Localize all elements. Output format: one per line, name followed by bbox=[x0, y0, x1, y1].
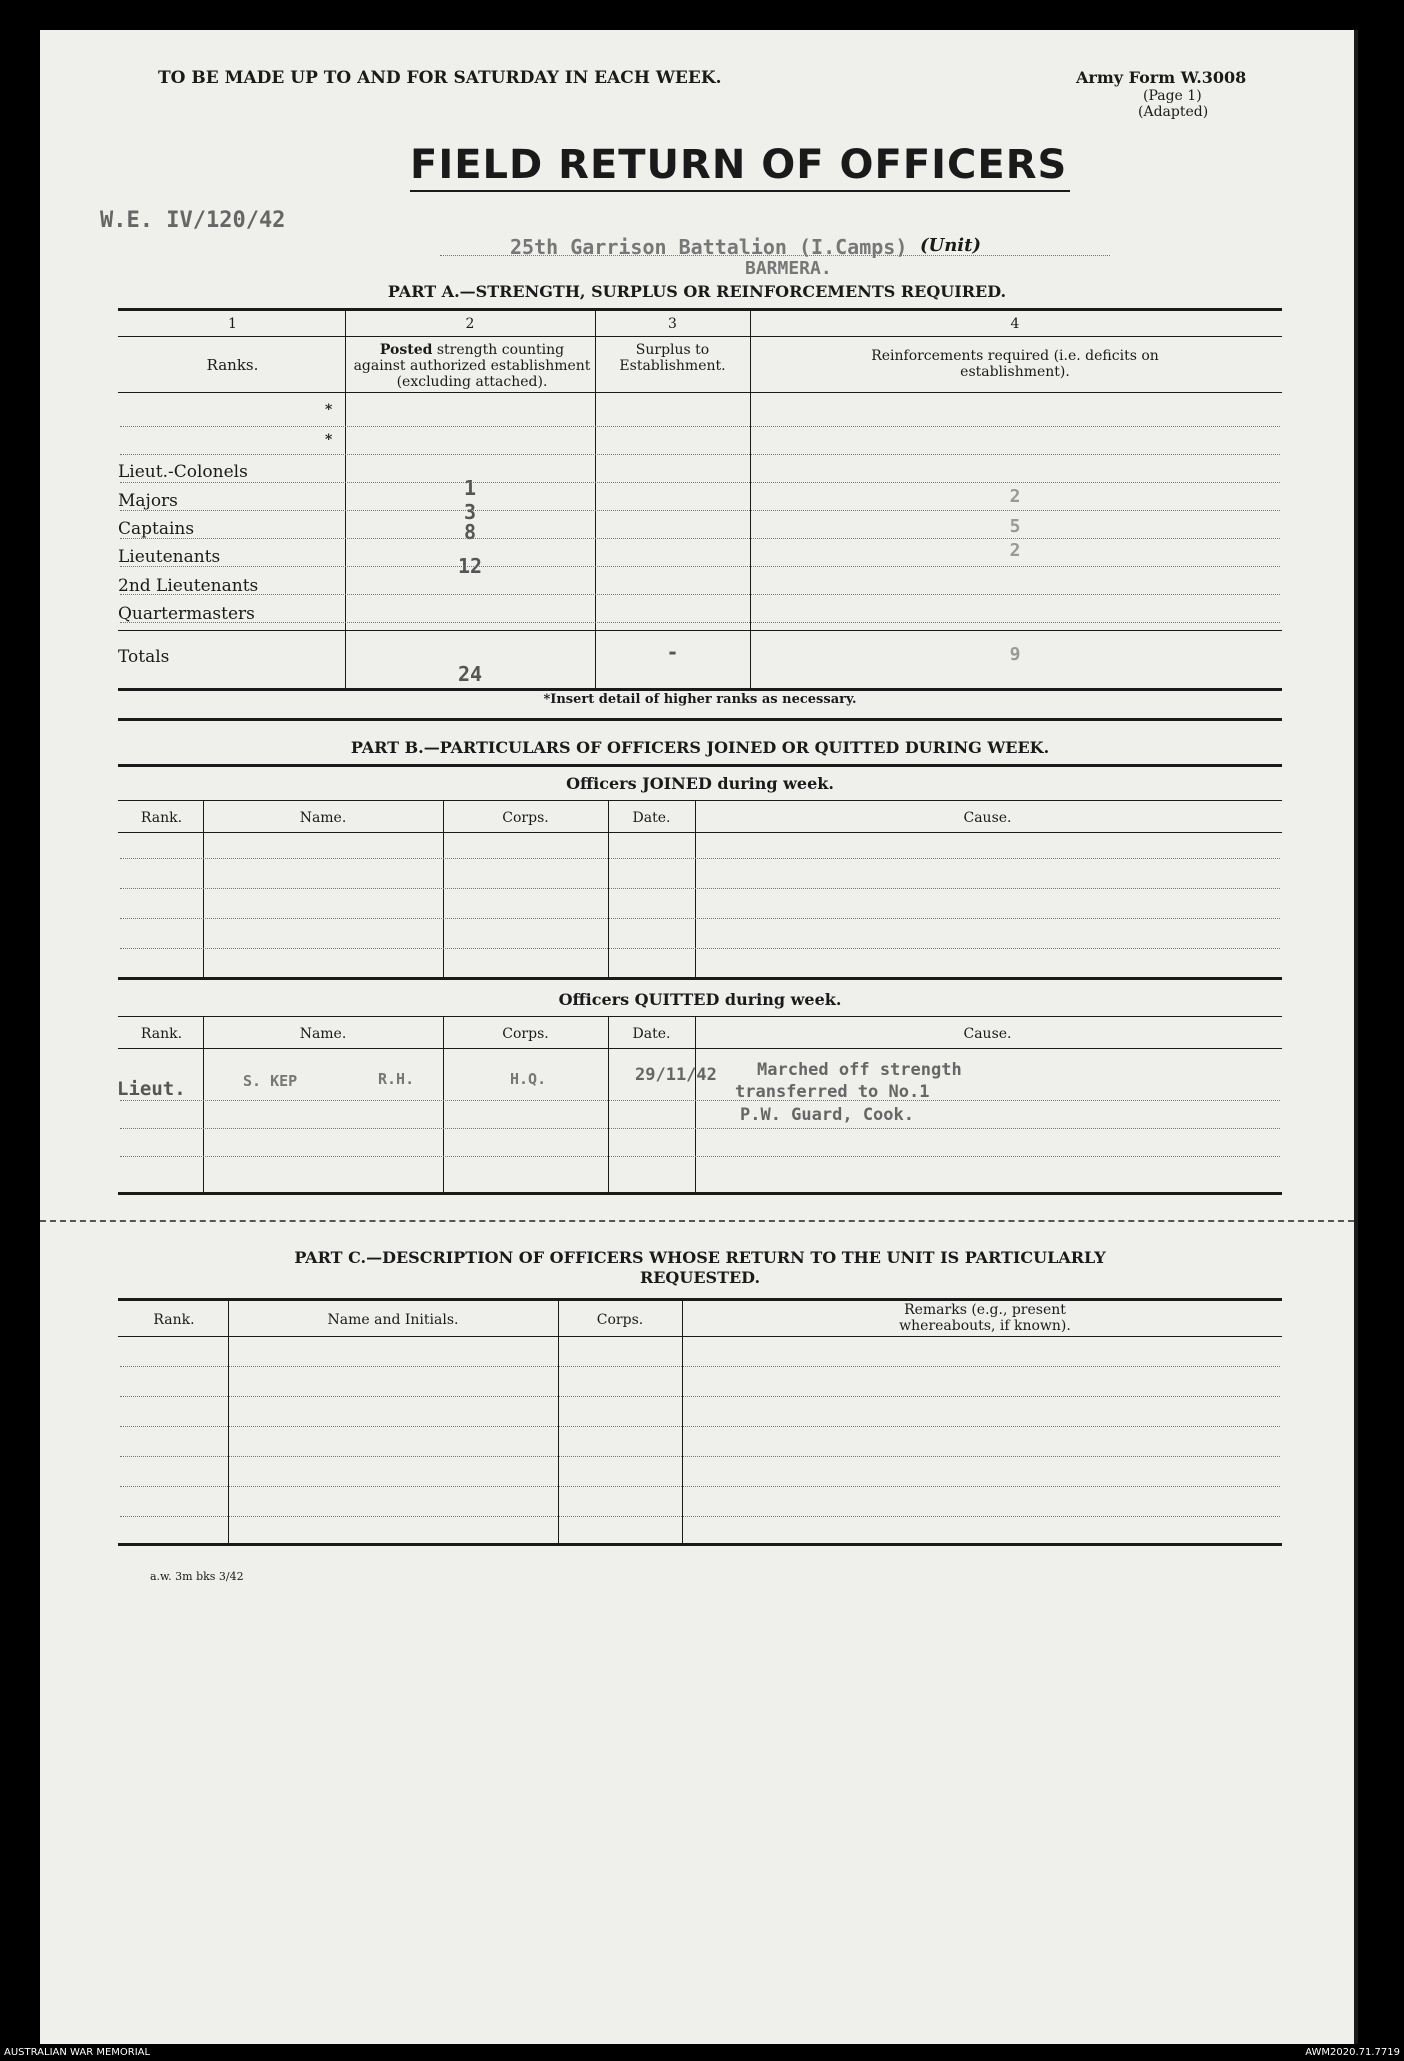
totals-label: Totals bbox=[118, 647, 170, 667]
rank-row-label: Lieut.-Colonels bbox=[118, 462, 248, 482]
form-number: Army Form W.3008 bbox=[1076, 68, 1247, 87]
joined-title-rule bbox=[118, 800, 1282, 801]
totals-posted: 24 bbox=[457, 662, 483, 686]
rank-row-label: Majors bbox=[118, 491, 178, 511]
part-a-header-rule bbox=[118, 392, 1282, 393]
archive-footer bbox=[0, 2044, 1404, 2061]
blank-row-line bbox=[120, 426, 1280, 427]
quitted-corps: H.Q. bbox=[510, 1070, 547, 1088]
posted-header-rest: strength counting against authorized establishment (excluding attached). bbox=[353, 342, 591, 390]
quitted-col-date: Date. bbox=[632, 1026, 671, 1042]
reinf-value: 2 bbox=[1009, 540, 1021, 561]
quitted-title-rule bbox=[118, 1016, 1282, 1017]
quitted-col-cause: Cause. bbox=[963, 1026, 1012, 1042]
part-c-div-1 bbox=[228, 1301, 229, 1543]
joined-div-4 bbox=[695, 801, 696, 977]
row-line bbox=[120, 622, 1280, 623]
totals-reinf: 9 bbox=[1009, 644, 1021, 665]
page-title: FIELD RETURN OF OFFICERS bbox=[410, 142, 1068, 188]
part-c-heading-line-1: PART C.—DESCRIPTION OF OFFICERS WHOSE RETURN TO THE UNIT IS PARTICULARLY bbox=[294, 1248, 1106, 1267]
quitted-div-1 bbox=[203, 1017, 204, 1193]
part-a-top-rule bbox=[118, 308, 1282, 311]
we-reference: W.E. IV/120/42 bbox=[100, 208, 286, 233]
part-b-heading: PART B.—PARTICULARS OF OFFICERS JOINED OR QUITTED DURING WEEK. bbox=[350, 738, 1050, 757]
joined-col-cause: Cause. bbox=[963, 810, 1012, 826]
form-page bbox=[40, 30, 1358, 2044]
rank-row-label: Lieutenants bbox=[118, 547, 221, 567]
joined-div-2 bbox=[443, 801, 444, 977]
unit-location: BARMERA. bbox=[745, 258, 832, 279]
asterisk-1: * bbox=[325, 402, 333, 418]
part-a-end-rule bbox=[118, 718, 1282, 721]
part-c-header-rule bbox=[118, 1336, 1282, 1337]
quitted-cause-2: transferred to No.1 bbox=[735, 1082, 930, 1102]
part-b-top-rule bbox=[118, 764, 1282, 767]
accession-number: AWM2020.71.7719 bbox=[1305, 2047, 1400, 2058]
joined-row-line bbox=[120, 888, 1280, 889]
posted-value: 12 bbox=[457, 554, 483, 578]
reinf-value: 2 bbox=[1009, 486, 1021, 507]
joined-title: Officers JOINED during week. bbox=[566, 774, 834, 793]
part-c-row-line bbox=[120, 1396, 1280, 1397]
joined-header-rule bbox=[118, 832, 1282, 833]
joined-col-rank: Rank. bbox=[140, 810, 183, 826]
quitted-cause-3: P.W. Guard, Cook. bbox=[740, 1105, 914, 1125]
quitted-initials: R.H. bbox=[378, 1070, 415, 1088]
part-c-col-remarks: Remarks (e.g., present whereabouts, if known). bbox=[899, 1302, 1071, 1334]
part-c-row-line bbox=[120, 1426, 1280, 1427]
part-c-row-line bbox=[120, 1366, 1280, 1367]
asterisk-2: * bbox=[325, 432, 333, 448]
totals-surplus: - bbox=[666, 640, 679, 664]
quitted-cause-1: Marched off strength bbox=[757, 1060, 962, 1080]
joined-col-corps: Corps. bbox=[502, 810, 549, 826]
archive-name: AUSTRALIAN WAR MEMORIAL bbox=[4, 2047, 151, 2058]
joined-row-line bbox=[120, 948, 1280, 949]
row-line bbox=[120, 594, 1280, 595]
reinforcements-header: Reinforcements required (i.e. deficits on establishment). bbox=[871, 348, 1159, 380]
quitted-div-3 bbox=[608, 1017, 609, 1193]
part-a-num-rule bbox=[118, 336, 1282, 337]
part-c-heading bbox=[120, 1248, 1280, 1288]
col-num-4: 4 bbox=[1010, 316, 1020, 332]
quitted-row-line bbox=[120, 1100, 1280, 1101]
part-c-row-line bbox=[120, 1456, 1280, 1457]
joined-bottom-rule bbox=[118, 977, 1282, 980]
posted-value: 8 bbox=[463, 520, 477, 544]
posted-header bbox=[352, 342, 592, 390]
quitted-div-4 bbox=[695, 1017, 696, 1193]
page-number: (Page 1) bbox=[1143, 88, 1202, 104]
quitted-row-line bbox=[120, 1156, 1280, 1157]
quitted-date: 29/11/42 bbox=[635, 1065, 717, 1085]
footnote: *Insert detail of higher ranks as necessary. bbox=[543, 692, 857, 707]
row-line bbox=[120, 566, 1280, 567]
row-line bbox=[120, 538, 1280, 539]
blank-row-line bbox=[120, 454, 1280, 455]
part-c-col-rank: Rank. bbox=[153, 1312, 195, 1328]
row-line bbox=[120, 510, 1280, 511]
rank-row-label: 2nd Lieutenants bbox=[118, 576, 259, 596]
title-underline bbox=[410, 190, 1070, 192]
quitted-col-rank: Rank. bbox=[140, 1026, 183, 1042]
joined-col-date: Date. bbox=[632, 810, 671, 826]
unit-label: (Unit) bbox=[920, 235, 981, 256]
joined-col-name: Name. bbox=[299, 810, 347, 826]
quitted-title: Officers QUITTED during week. bbox=[558, 990, 842, 1009]
joined-row-line bbox=[120, 918, 1280, 919]
section-separator bbox=[40, 1220, 1354, 1222]
col-num-1: 1 bbox=[228, 316, 237, 332]
unit-typed: 25th Garrison Battalion (I.Camps) bbox=[510, 235, 908, 259]
part-c-div-3 bbox=[682, 1301, 683, 1543]
quitted-div-2 bbox=[443, 1017, 444, 1193]
row-line bbox=[120, 482, 1280, 483]
quitted-row-line bbox=[120, 1128, 1280, 1129]
print-code: a.w. 3m bks 3/42 bbox=[150, 1570, 244, 1583]
part-c-row-line bbox=[120, 1486, 1280, 1487]
rank-row-label: Quartermasters bbox=[118, 604, 255, 624]
part-a-bottom-rule bbox=[118, 688, 1282, 691]
posted-value: 1 bbox=[463, 476, 477, 500]
joined-div-3 bbox=[608, 801, 609, 977]
part-c-div-2 bbox=[558, 1301, 559, 1543]
col-num-2: 2 bbox=[465, 316, 475, 332]
adapted-note: (Adapted) bbox=[1138, 104, 1209, 120]
joined-row-line bbox=[120, 858, 1280, 859]
quitted-bottom-rule bbox=[118, 1192, 1282, 1195]
quitted-col-name: Name. bbox=[299, 1026, 347, 1042]
ranks-header: Ranks. bbox=[206, 356, 259, 374]
surplus-header: Surplus to Establishment. bbox=[619, 342, 726, 374]
instruction-text: TO BE MADE UP TO AND FOR SATURDAY IN EACH WEEK. bbox=[158, 68, 722, 88]
part-c-heading-line-2: REQUESTED. bbox=[639, 1268, 761, 1287]
quitted-rank: Lieut. bbox=[117, 1078, 186, 1100]
posted-value: 3 bbox=[463, 500, 477, 524]
part-c-col-corps: Corps. bbox=[596, 1312, 644, 1328]
col-num-3: 3 bbox=[668, 316, 677, 332]
part-a-divider-2 bbox=[595, 311, 596, 689]
part-c-row-line bbox=[120, 1516, 1280, 1517]
joined-div-1 bbox=[203, 801, 204, 977]
part-a-heading: PART A.—STRENGTH, SURPLUS OR REINFORCEMENTS REQUIRED. bbox=[387, 282, 1007, 301]
quitted-col-corps: Corps. bbox=[502, 1026, 549, 1042]
quitted-header-rule bbox=[118, 1048, 1282, 1049]
reinf-value: 5 bbox=[1009, 516, 1021, 537]
totals-top-rule bbox=[118, 630, 1282, 631]
rank-row-label: Captains bbox=[118, 519, 195, 539]
posted-header-bold: Posted bbox=[379, 342, 433, 358]
part-c-top-rule bbox=[118, 1298, 1282, 1301]
part-c-bottom-rule bbox=[118, 1543, 1282, 1546]
quitted-name: S. KEP bbox=[243, 1072, 298, 1090]
part-c-col-name: Name and Initials. bbox=[327, 1312, 459, 1328]
